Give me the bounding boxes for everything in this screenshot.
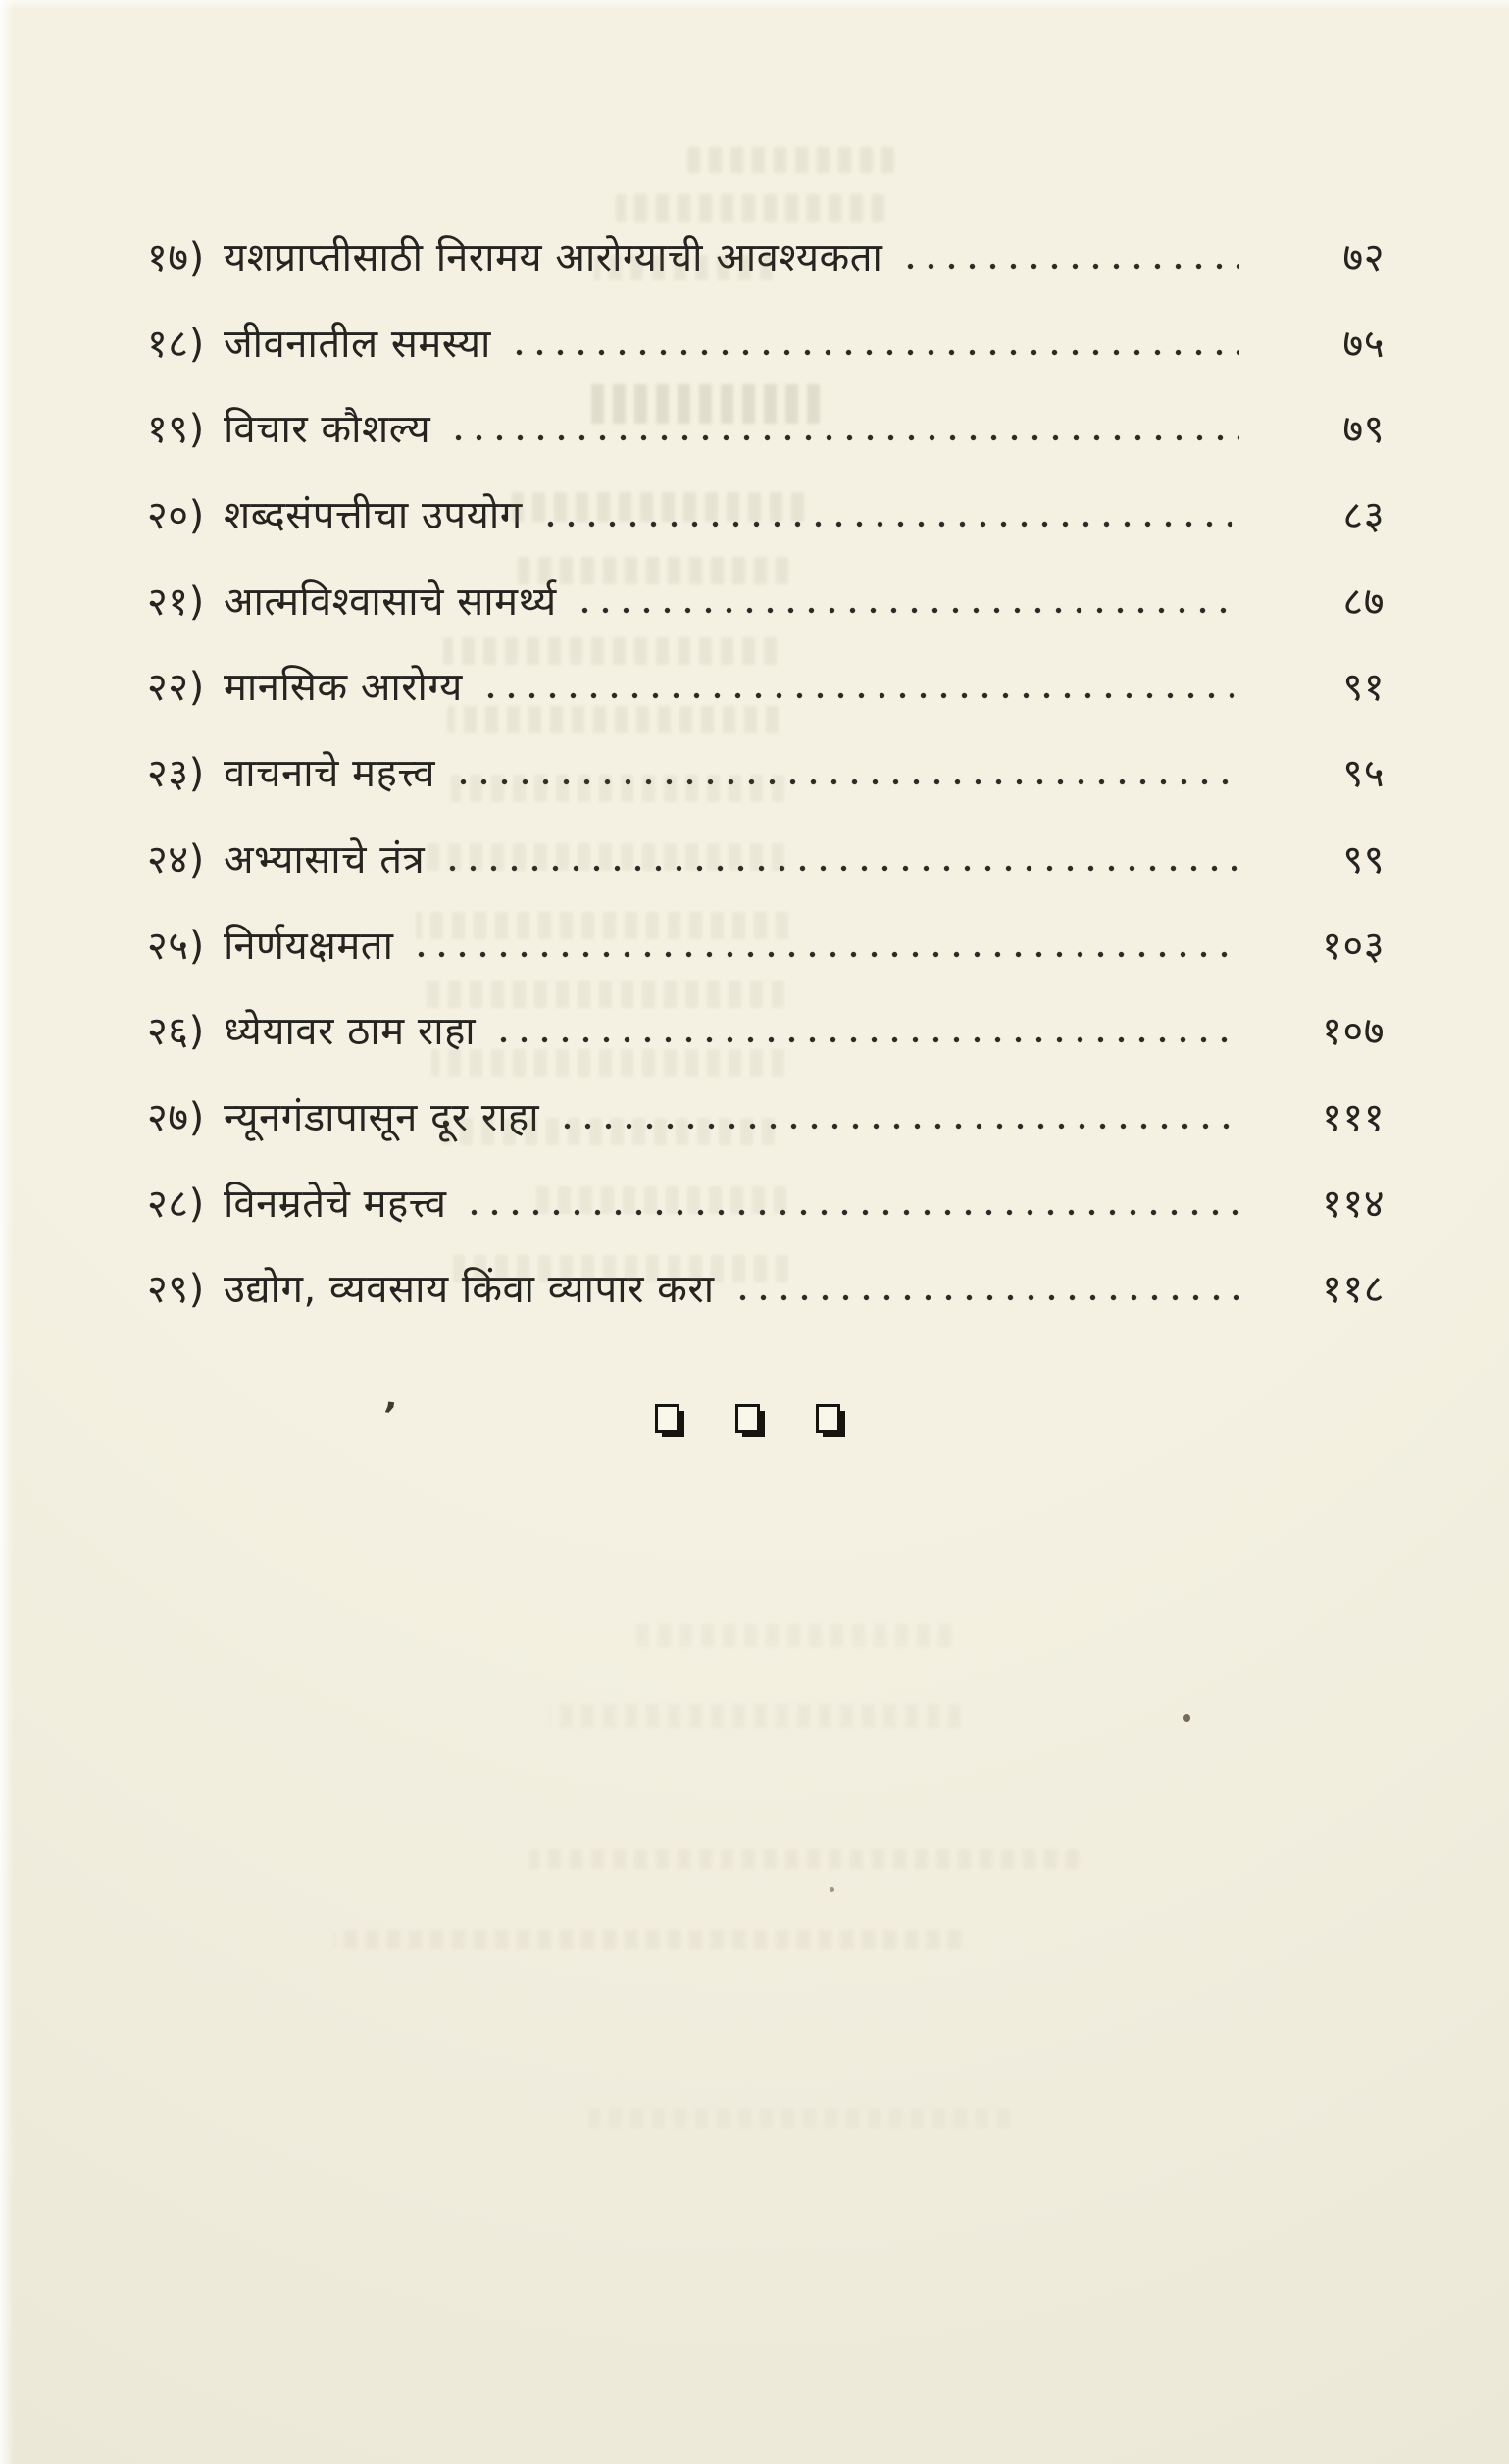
- bleed-through-mark: [588, 2108, 1010, 2128]
- toc-entry-page: ९१: [1342, 665, 1384, 711]
- toc-entry-page: ११८: [1322, 1267, 1384, 1313]
- toc-entry-number: २९): [147, 1267, 205, 1313]
- toc-entry-page: ९५: [1342, 751, 1384, 797]
- toc-entry-title: न्यूनगंडापासून दूर राहा: [224, 1094, 540, 1140]
- stray-comma-mark: ’: [379, 1395, 399, 1437]
- toc-entry-number: २६): [147, 1009, 205, 1055]
- dot-leader: [900, 262, 1239, 271]
- bleed-through-mark: [529, 1186, 786, 1214]
- bleed-through-mark: [616, 194, 884, 222]
- end-ornament: [655, 1404, 840, 1433]
- bleed-through-mark: [443, 637, 777, 665]
- toc-entry-number: १७): [147, 235, 205, 280]
- toc-entry-number: २४): [147, 836, 205, 882]
- toc-entry-page: ९९: [1342, 836, 1384, 882]
- toc-entry-number: २५): [147, 923, 205, 969]
- dot-leader: [509, 348, 1239, 357]
- toc-entry-page: ७९: [1342, 407, 1384, 453]
- toc-entry-number: २८): [147, 1181, 205, 1227]
- bleed-through-mark: [333, 1930, 961, 1949]
- toc-entry-page: ११४: [1322, 1181, 1384, 1227]
- bleed-through-mark: [529, 1849, 1079, 1869]
- dot-leader: [480, 691, 1239, 700]
- toc-entry-title: निर्णयक्षमता: [224, 923, 394, 969]
- dot-leader: [493, 1035, 1239, 1044]
- dot-leader: [732, 1293, 1239, 1302]
- toc-entry-title: यशप्राप्तीसाठी निरामय आरोग्याची आवश्यकता: [224, 235, 883, 280]
- bleed-through-mark: [424, 981, 784, 1008]
- dot-leader: [575, 606, 1239, 615]
- toc-entry-page: ८७: [1342, 578, 1384, 625]
- toc-entry-title: वाचनाचे महत्त्व: [224, 751, 436, 797]
- toc-entry-title: ध्येयावर ठाम राहा: [224, 1009, 477, 1055]
- shadowed-square-icon: [655, 1404, 679, 1433]
- toc-entry-number: २७): [147, 1094, 205, 1140]
- bleed-through-mark: [584, 384, 820, 424]
- bleed-through-mark: [451, 775, 784, 802]
- toc-entry-title: मानसिक आरोग्य: [224, 665, 463, 711]
- toc-entry-number: २३): [147, 751, 205, 797]
- bleed-through-mark: [416, 912, 788, 939]
- bleed-through-mark: [549, 1704, 961, 1728]
- toc-entry-title: अभ्यासाचे तंत्र: [224, 836, 426, 882]
- bleed-through-mark: [441, 1118, 775, 1145]
- paper-speck: [830, 1887, 834, 1892]
- toc-entry-number: १९): [147, 407, 205, 453]
- toc-entry-number: २२): [147, 665, 205, 711]
- bleed-through-mark: [594, 255, 773, 280]
- toc-entry-page: ७२: [1342, 235, 1384, 280]
- toc-entry-page: १०७: [1322, 1009, 1384, 1055]
- toc-entry-title: विचार कौशल्य: [224, 407, 431, 453]
- toc-entry-number: २०): [147, 493, 205, 539]
- bleed-through-mark: [518, 557, 788, 584]
- bleed-through-mark: [512, 492, 804, 522]
- dot-leader: [448, 433, 1239, 442]
- shadowed-square-icon: [816, 1404, 840, 1433]
- bleed-through-mark: [431, 1049, 784, 1077]
- shadowed-square-icon: [735, 1404, 760, 1433]
- paper-speck: [1183, 1714, 1190, 1722]
- toc-entry-page: ८३: [1342, 493, 1384, 539]
- toc-entry-title: आत्मविश्वासाचे सामर्थ्य: [224, 578, 557, 625]
- bleed-through-mark: [424, 843, 784, 871]
- bleed-through-mark: [453, 1255, 788, 1282]
- dot-leader: [411, 950, 1239, 959]
- toc-entry-number: १८): [147, 321, 205, 367]
- toc-entry-number: २१): [147, 578, 205, 625]
- toc-entry-title: उद्योग, व्यवसाय किंवा व्यापार करा: [224, 1267, 715, 1313]
- toc-entry-title: शब्दसंपत्तीचा उपयोग: [224, 493, 523, 539]
- toc-entry-page: १११: [1322, 1094, 1384, 1140]
- bleed-through-mark: [686, 147, 894, 173]
- toc-entry-page: ७५: [1342, 321, 1384, 367]
- bleed-through-mark: [628, 1624, 951, 1647]
- toc-entry-title: जीवनातील समस्या: [224, 321, 491, 367]
- toc-entry-page: १०३: [1322, 923, 1384, 969]
- bleed-through-mark: [447, 706, 779, 733]
- toc-entry-title: विनम्रतेचे महत्त्व: [224, 1181, 447, 1227]
